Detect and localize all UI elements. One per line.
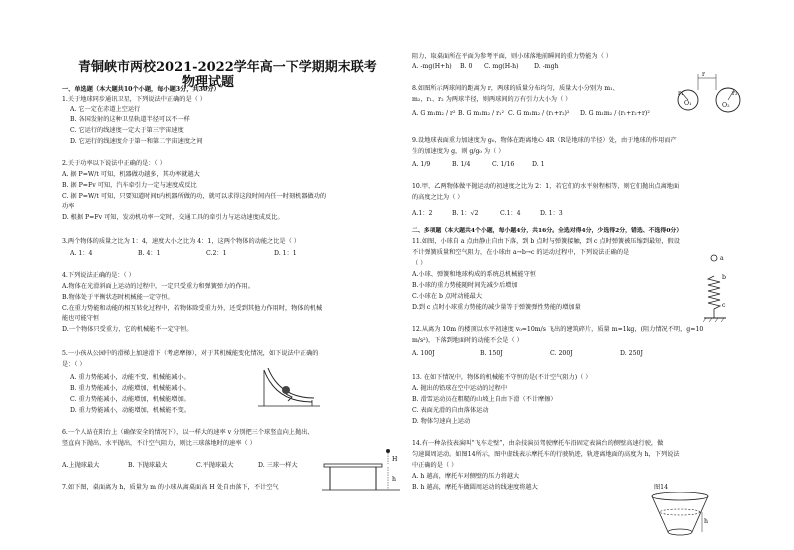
q13-option-c: C. 表面光滑的自由落体运动: [412, 407, 489, 414]
exam-subtitle: 物理试题: [182, 75, 235, 90]
section-2-heading: 二、多项题（本大题共4个小题，每小题4分，共16分。全选对得4分，少选得2分，错选、不选得0分）: [412, 227, 683, 234]
q1-option-b: B. 各国发射的这种卫星轨道半径可以不一样: [70, 116, 190, 123]
q8-stem-cont: m₂，r₁、r₂ 为两球半径，则两球间的万有引力大小为（ ）: [412, 96, 572, 103]
q6-option-c: C.平抛球最大: [196, 462, 234, 469]
q9-option-c: C. 1/16: [492, 161, 515, 168]
q11-stem-cont: 不计弹簧质量和空气阻力，在小球由 a→b→c 的运动过程中，下列说法正确的是: [412, 249, 630, 256]
q4-option-c: C.在重力势能和动能的相互转化过程中，若物体除受重力外，还受到其他力作用时，物体的机械: [62, 305, 323, 312]
q9-stem: 9.设地球表面重力加速度为 g₀，物体在距离地心 4R（R是地球的半径）处，由于地球的作用而产: [412, 137, 677, 144]
slide-figure: [258, 362, 320, 408]
q9-option-b: B. 1/4: [452, 161, 471, 168]
q5-stem: 5.一小孩从公园中的滑梯上加速滑下（考虑摩擦），对于其机械能变化情况，如下说法中正确的: [62, 350, 319, 357]
q11-stem: 11.如图，小球自 a 点由静止自由下落，到 b 点时与弹簧接触，到 c 点时弹簧被压缩到最短，假设: [412, 238, 680, 245]
q14-stem-cont: 匀速圆周运动。如图14所示，图中虚线表示摩托车的行驶轨迹，轨迹离地面的高度为 h，下列说法: [412, 451, 680, 458]
q7-option-d: D. -mgh: [534, 63, 559, 70]
q8-option-a: A. G m₁m₂ / r²: [412, 110, 456, 117]
figure-14-caption: 图14: [654, 484, 669, 491]
label-r: r: [702, 71, 705, 78]
q1-stem: 1.关于地球同步通讯卫星，下列说法中正确的是（ ）: [62, 96, 206, 103]
q5-option-c: C. 重力势能减小，动能增加，机械能增加。: [70, 396, 190, 403]
q7-option-c: C. mg(H-h): [484, 63, 519, 70]
q8-stem: 8.如图所示两球间的距离为 r，两球的质量分布均匀，质量大小分别为 m₁、: [412, 85, 619, 92]
q10-option-a: A.1：2: [412, 210, 433, 217]
cone-wall-figure: [648, 492, 712, 538]
q9-option-a: A. 1/9: [412, 161, 431, 168]
q2-option-c-cont: 功率: [62, 203, 75, 210]
q13-stem: 13. 在如下情况中，物体的机械能不守恒的是(不计空气阻力)（ ）: [412, 374, 592, 381]
q14-option-a: A. h 越高，摩托车对侧壁的压力将越大: [412, 473, 520, 480]
q4-option-a: A.物体在光滑斜面上运动的过程中，一定只受重力和弹簧弹力的作用。: [62, 283, 255, 290]
q6-option-b: B. 下抛球最大: [128, 462, 168, 469]
q14-stem-cont2: 中正确的是（ ）: [412, 462, 458, 469]
q13-option-d: D. 物体匀速向上运动: [412, 418, 471, 425]
label-b: b: [722, 274, 726, 281]
q4-stem: 4.下列说法正确的是：（ ）: [62, 272, 135, 279]
q13-option-a: A. 抛出的铅球在空中运动的过程中: [412, 385, 508, 392]
q10-option-d: D. 1：3: [540, 210, 563, 217]
q11-option-b: B.小球的重力势能随时间先减少后增加: [412, 282, 518, 289]
q3-option-c: C.2：1: [206, 250, 227, 257]
q2-stem: 2.关于功率以下说法中正确的是：（ ）: [62, 160, 166, 167]
q6-stem-cont: 竖直向下抛出、水平抛出，不计空气阻力，则比三球落地时的速率（ ）: [62, 440, 256, 447]
label-h-cone: h: [704, 518, 708, 525]
q7-stem-cont: 阻力，取桌面所在平面为参考平面，则小球落地前瞬间的重力势能为（ ）: [412, 53, 612, 60]
q12-stem-cont: m/s²)，下落到地面时的动能不会是（ ）: [412, 337, 523, 344]
q11-stem-paren: （ ）: [412, 260, 427, 267]
table-ball-figure: [322, 448, 400, 492]
q4-option-b: B.物体处于平衡状态时机械能一定守恒。: [62, 294, 174, 301]
label-c: c: [722, 302, 726, 309]
q8-option-d: D. G m₁m₂ / (r₁+r₂+r)²: [580, 110, 650, 117]
q14-option-b: B. h 越高，摩托车做圆周运动的线速度将越大: [412, 484, 538, 491]
q10-stem-cont: 的高度之比为（ ）: [412, 194, 464, 201]
q8-option-c: C. G m₁m₂ / (r₁+r₂)²: [508, 110, 570, 117]
q6-option-a: A.上抛球最大: [62, 462, 100, 469]
q12-option-b: B. 150J: [480, 350, 503, 357]
q9-stem-cont: 生的加速度为 g，则 g/g₀ 为（ ）: [412, 148, 505, 155]
q9-option-d: D. 1: [532, 161, 545, 168]
q5-option-d: D. 重力势能减小，动能增加，机械能不变。: [70, 407, 191, 414]
q5-stem-cont: 是：（ ）: [62, 361, 86, 368]
q3-option-a: A. 1：4: [70, 250, 93, 257]
q12-option-d: D. 250J: [620, 350, 643, 357]
label-r2: r₂: [732, 90, 738, 97]
section-1-heading: 一、单选题（本大题共10个小题，每小题3分，共30分）: [62, 86, 220, 93]
q3-option-b: B. 4：1: [138, 250, 161, 257]
q13-option-b: B. 滑雪运动员在粗糙的山坡上自由下滑（不计摩擦）: [412, 396, 557, 403]
q2-option-c: C. 据 P=W/t 可知，只要知道时间t内机器所做的功，就可以求得这段时间内任一时刻机器做功的: [62, 193, 327, 200]
label-a: a: [720, 255, 724, 262]
q4-option-d: D.一个物体只受重力，它的机械能不一定守恒。: [62, 326, 193, 333]
label-h: h: [392, 476, 396, 483]
q1-option-c: C. 它运行的线速度一定大于第三宇宙速度: [70, 127, 184, 134]
q8-option-b: B. G m₁m₂ / r₁²: [458, 110, 505, 117]
label-r1: r₁: [678, 90, 684, 97]
spring-ball-figure: [700, 254, 736, 326]
q7-stem: 7.如下图，桌面离为 h，质量为 m 的小球从离桌面高 H 处自由落下，不计空气: [62, 484, 279, 491]
q10-stem: 10.甲、乙两物体做平抛运动的初速度之比为 2：1，若它们的水平射程相等，则它们抛出点离地面: [412, 183, 680, 190]
q2-option-d: D. 根据 P=Fv 可知，发动机功率一定时，交通工具的牵引力与运动速度成反比。: [62, 214, 284, 221]
q6-option-d: D. 三球一样大: [258, 462, 298, 469]
q3-option-d: D. 1：1: [274, 250, 297, 257]
q14-stem: 14.有一种杂技表演叫“飞车走壁”，由杂技演员驾驶摩托车沿固定表演台的侧壁高速行驶，做: [412, 440, 664, 447]
q11-option-a: A.小球、弹簧和地球构成的系统总机械能守恒: [412, 271, 536, 278]
q5-option-a: A. 重力势能减小，动能不变，机械能减小。: [70, 374, 190, 381]
q4-option-c-cont: 能也可能守恒: [62, 315, 100, 322]
q12-stem: 12.从离为 10m 的楼顶以水平初速度 v₀=10m/s 飞出的建筑碎片，质量 m=1kg，(阻力情况不明，g=10: [412, 326, 704, 333]
q11-option-c: C.小球在 b 点时动能最大: [412, 293, 483, 300]
q11-option-d: D.到 c 点时小球重力势能的减少量等于弹簧弹性势能的增加量: [412, 304, 581, 311]
q12-option-c: C. 200J: [550, 350, 573, 357]
q3-stem: 3.两个物体的质量之比为 1：4，速度大小之比为 4：1，这两个物体的动能之比是（ ）: [62, 238, 300, 245]
q5-option-b: B. 重力势能减小，动能增加，机械能减小。: [70, 385, 190, 392]
q2-option-a: A. 据 P=W/t 可知，机器做功越多，其功率就越大: [62, 171, 200, 178]
q10-option-c: C.1：4: [500, 210, 521, 217]
q6-stem: 6.一个人站在阳台上（确保安全的情况下），以一样大的速率 v 分别把三个球竖直向上抛出、: [62, 429, 314, 436]
q10-option-b: B. 1：√2: [452, 210, 479, 217]
label-o1: O₁: [684, 100, 692, 107]
label-H: H: [392, 456, 398, 463]
q1-option-d: D. 它运行的线速度介于第一和第二宇宙速度之间: [70, 138, 203, 145]
q7-option-b: B. 0: [460, 63, 473, 70]
q2-option-b: B. 据 P=Fv 可知，汽车牵引力一定与速度成反比: [62, 182, 197, 189]
q7-option-a: A. -mg(H+h): [412, 63, 452, 70]
q1-option-a: A. 它一定在赤道上空运行: [70, 106, 141, 113]
q12-option-a: A. 100J: [412, 350, 435, 357]
exam-title: 青铜峡市两校2021-2022学年高一下学期期末联考: [78, 60, 377, 75]
label-o2: O₂: [722, 102, 730, 109]
